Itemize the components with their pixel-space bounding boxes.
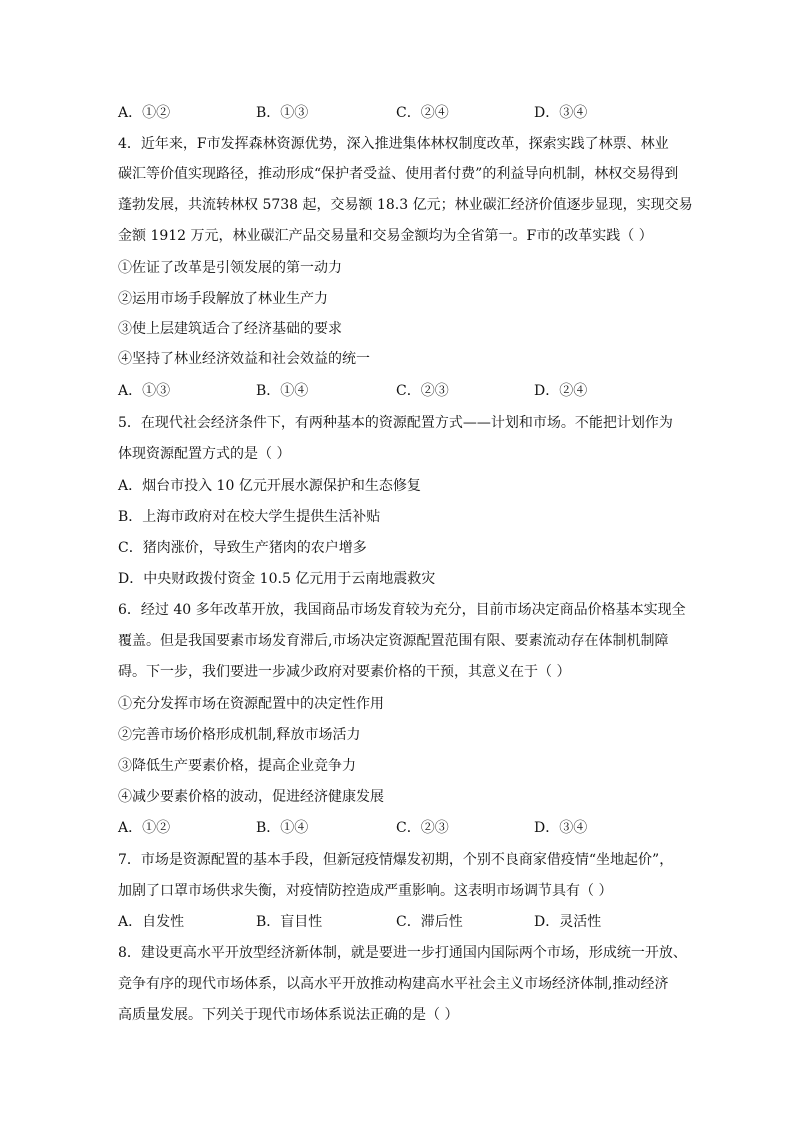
q6-options (118, 818, 678, 838)
q4-stem-line: 蓬勃发展，共流转林权 5738 起，交易额 18.3 亿元；林业碳汇经济价值逐步显现，实现交易 (118, 197, 693, 213)
q3-option-b: B．①③ (256, 105, 309, 121)
q5-choice-d: D．中央财政拨付资金 10.5 亿元用于云南地震救灾 (118, 571, 436, 587)
q6-item: ④减少要素价格的波动，促进经济健康发展 (118, 789, 384, 805)
q7-option-d: D．灵活性 (534, 914, 602, 930)
q3-option-a: A．①② (118, 105, 171, 121)
q4-stem-line: 碳汇等价值实现路径，推动形成“保护者受益、使用者付费”的利益导向机制，林权交易得到 (118, 166, 679, 182)
q4-item: ②运用市场手段解放了林业生产力 (118, 291, 328, 307)
q4-item: ④坚持了林业经济效益和社会效益的统一 (118, 351, 370, 367)
q4-options (118, 381, 678, 401)
q5-choice-b: B．上海市政府对在校大学生提供生活补贴 (118, 509, 381, 525)
q5-stem-line: 5．在现代社会经济条件下，有两种基本的资源配置方式——计划和市场。不能把计划作为 (118, 415, 673, 431)
q4-option-b: B．①④ (256, 383, 309, 399)
q3-option-c: C．②④ (396, 105, 449, 121)
q4-stem-line: 4．近年来，F市发挥森林资源优势，深入推进集体林权制度改革，探索实践了林票、林业 (118, 136, 669, 152)
q7-option-c: C．滞后性 (396, 914, 463, 930)
q7-stem-line: 加剧了口罩市场供求失衡，对疫情防控造成严重影响。这表明市场调节具有（ ） (118, 883, 613, 899)
q6-stem-line: 6．经过 40 多年改革开放，我国商品市场发育较为充分，目前市场决定商品价格基本实现全 (118, 602, 686, 618)
q4-option-a: A．①③ (118, 383, 171, 399)
q6-item: ①充分发挥市场在资源配置中的决定性作用 (118, 696, 384, 712)
q7-options (118, 912, 678, 932)
q6-option-a: A．①② (118, 820, 171, 836)
q6-option-b: B．①④ (256, 820, 309, 836)
q6-item: ②完善市场价格形成机制,释放市场活力 (118, 727, 361, 743)
q5-choice-c: C．猪肉涨价，导致生产猪肉的农户增多 (118, 540, 367, 556)
q6-item: ③降低生产要素价格，提高企业竞争力 (118, 758, 356, 774)
q6-option-c: C．②③ (396, 820, 449, 836)
q4-item: ③使上层建筑适合了经济基础的要求 (118, 321, 342, 337)
q4-item: ①佐证了改革是引领发展的第一动力 (118, 260, 342, 276)
q7-stem-line: 7．市场是资源配置的基本手段，但新冠疫情爆发初期，个别不良商家借疫情“坐地起价”， (118, 852, 674, 868)
q8-stem-line: 高质量发展。下列关于现代市场体系说法正确的是（ ） (118, 1007, 459, 1023)
q6-stem-line: 覆盖。但是我国要素市场发育滞后,市场决定资源配置范围有限、要素流动存在体制机制障 (118, 633, 669, 649)
q4-option-c: C．②③ (396, 383, 449, 399)
q4-option-d: D．②④ (534, 383, 588, 399)
q6-stem-line: 碍。下一步，我们要进一步减少政府对要素价格的干预，其意义在于（ ） (118, 664, 571, 680)
q6-option-d: D．③④ (534, 820, 588, 836)
q8-stem-line: 8．建设更高水平开放型经济新体制，就是要进一步打通国内国际两个市场，形成统一开放、 (118, 945, 687, 961)
q7-option-a: A．自发性 (118, 914, 185, 930)
q4-stem-line: 金额 1912 万元，林业碳汇产品交易量和交易金额均为全省第一。F市的改革实践（ ） (118, 228, 653, 244)
q7-option-b: B．盲目性 (256, 914, 323, 930)
q5-choice-a: A．烟台市投入 10 亿元开展水源保护和生态修复 (118, 478, 421, 494)
q8-stem-line: 竞争有序的现代市场体系，以高水平开放推动构建高水平社会主义市场经济体制,推动经济 (118, 976, 669, 992)
q3-options (118, 103, 678, 123)
q3-option-d: D．③④ (534, 105, 588, 121)
q5-stem-line: 体现资源配置方式的是（ ） (118, 446, 291, 462)
